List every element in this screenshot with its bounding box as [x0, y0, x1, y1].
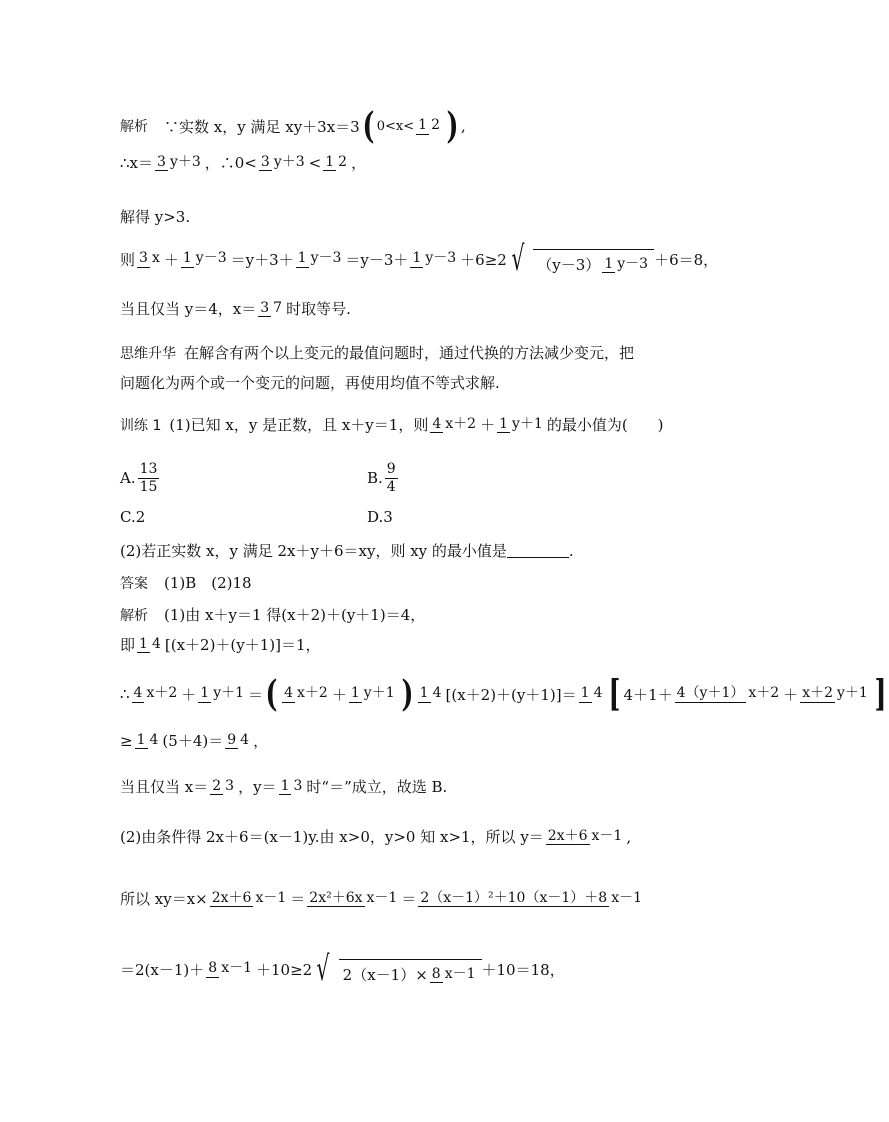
- text: ≥: [120, 731, 133, 750]
- fraction: 9 4: [227, 731, 250, 748]
- text: ＝y－3＋: [345, 250, 409, 269]
- analysis-line-6: [120, 826, 631, 847]
- text: ，∴0<: [204, 154, 257, 172]
- answer-blank: [507, 543, 569, 558]
- fraction: 1 4: [419, 685, 442, 702]
- text: 当且仅当 y＝4，x＝: [120, 300, 257, 318]
- text: ＋: [480, 416, 496, 434]
- text: ＝y＋3＋: [230, 250, 294, 269]
- exercise-question-1: [120, 414, 664, 435]
- text: ＋: [181, 685, 197, 704]
- bracket: ]: [874, 673, 887, 715]
- fraction: 1 y－3: [297, 250, 342, 267]
- text: ＝: [290, 890, 306, 908]
- answer-label: 答案: [120, 575, 148, 592]
- fraction: 1 4: [136, 731, 159, 748]
- brace: ): [446, 105, 459, 147]
- analysis-line-1: [120, 604, 425, 625]
- analysis-line-2: [120, 634, 321, 655]
- fraction: 4（y＋1） x＋2: [676, 685, 780, 702]
- solution-line-2: [120, 152, 366, 173]
- analysis-line-4: [120, 730, 268, 751]
- fraction: 1 y－3: [182, 250, 227, 267]
- text: 则: [120, 250, 136, 269]
- radical-sign: √: [511, 239, 525, 279]
- exercise-label: 训练 1: [120, 417, 162, 434]
- text: .: [568, 541, 574, 560]
- fraction: 1 y－3: [604, 255, 649, 272]
- text: 2（x－1）×: [342, 966, 428, 984]
- analysis-label: 解析: [120, 607, 148, 624]
- text: 时“＝”成立，故选 B.: [306, 778, 448, 796]
- solution-label: 解析: [120, 119, 148, 135]
- analysis-line-8: [120, 949, 565, 989]
- choice-b: B. $\frac{9}{4}$: [367, 461, 396, 495]
- answer-text: (1)B (2)18: [164, 574, 252, 592]
- thinking-summary-line-2: [120, 372, 500, 393]
- answer-line: [120, 572, 252, 593]
- fraction: 2x＋6 x－1: [211, 889, 287, 906]
- brace: (: [362, 105, 375, 147]
- fraction: 3 x: [139, 250, 160, 267]
- radical-sign: √: [316, 949, 330, 989]
- text: ,: [461, 117, 466, 135]
- text: ∵实数 x，y 满足 xy＋3x＝3: [164, 117, 360, 136]
- text: （y－3）: [537, 256, 601, 274]
- paren: (: [265, 673, 278, 715]
- text: (1)由 x＋y＝1 得(x＋2)＋(y＋1)＝4，: [164, 606, 426, 624]
- bracket: [: [609, 673, 621, 715]
- text: ,: [626, 827, 632, 846]
- text: ＋10≥2: [256, 960, 313, 979]
- text: (5＋4)＝: [162, 732, 224, 750]
- fraction: $\frac{9}{4}$: [386, 461, 396, 495]
- text: ∴: [120, 685, 130, 703]
- exercise-question-2: [120, 540, 574, 561]
- solution-line-5: [120, 298, 351, 319]
- analysis-line-5: [120, 776, 447, 797]
- fraction: 3 7: [260, 299, 283, 316]
- text: ＋10＝18，: [481, 960, 565, 979]
- fraction: 1 2: [418, 117, 440, 134]
- text: 时取等号.: [286, 300, 351, 318]
- fraction: 1 4: [139, 635, 161, 652]
- analysis-line-7: [120, 888, 646, 909]
- text: ＝: [401, 890, 417, 908]
- solution-line-3: [120, 206, 190, 227]
- text: (2)若正实数 x，y 满足 2x＋y＋6＝xy，则 xy 的最小值是: [120, 542, 507, 560]
- text: 的最小值为( ): [546, 416, 664, 434]
- text: ＋: [163, 250, 179, 269]
- text: ＋: [783, 685, 799, 704]
- fraction: 3 y＋3: [260, 153, 305, 170]
- text: (2)由条件得 2x＋6＝(x－1)y.由 x>0，y>0 知 x>1，所以 y＝: [120, 828, 544, 846]
- paren: ): [401, 673, 414, 715]
- text: 4＋1＋: [623, 685, 673, 704]
- fraction: 1 y－3: [412, 250, 457, 267]
- fraction: 1 y＋1: [200, 685, 245, 702]
- text: 问题化为两个或一个变元的问题，再使用均值不等式求解.: [120, 374, 500, 392]
- text: ，y＝: [238, 778, 277, 796]
- square-root: [507, 239, 654, 279]
- fraction: 4 x＋2: [432, 415, 477, 432]
- choice-c: C.2: [120, 508, 146, 526]
- fraction: 2x²＋6x x－1: [309, 889, 398, 906]
- solution-line-1: [120, 105, 466, 147]
- text: ，: [351, 154, 367, 172]
- fraction: 2 3: [212, 777, 235, 794]
- fraction: 4 x＋2: [284, 685, 328, 702]
- text: 即: [120, 636, 136, 654]
- text: ＋: [331, 685, 347, 704]
- thinking-summary-label: 思维升华: [120, 345, 176, 362]
- text: [(x＋2)＋(y＋1)]＝1，: [164, 636, 321, 654]
- text: ∴x＝: [120, 154, 154, 172]
- thinking-summary-line-1: [120, 342, 634, 363]
- fraction: 8 x－1: [208, 960, 252, 977]
- fraction: 2（x－1）²＋10（x－1）＋8 x－1: [420, 889, 642, 906]
- text: 当且仅当 x＝: [120, 778, 209, 796]
- fraction: 4 x＋2: [133, 685, 178, 702]
- fraction: 2x＋6 x－1: [547, 827, 623, 844]
- text: ＝: [248, 685, 264, 704]
- fraction: $\frac{13}{15}$: [139, 461, 158, 495]
- text: [(x＋2)＋(y＋1)]＝: [445, 685, 577, 704]
- fraction: 1 y＋1: [350, 685, 395, 702]
- square-root: [312, 949, 481, 989]
- text: ，: [253, 732, 269, 750]
- choice-d: D.3: [367, 508, 393, 526]
- text: 0<x<: [376, 118, 415, 134]
- fraction: 1 y＋1: [499, 415, 543, 432]
- fraction: 1 4: [580, 685, 603, 702]
- fraction: 1 3: [280, 777, 303, 794]
- choice-a: A. $\frac{13}{15}$: [120, 461, 158, 495]
- text: 所以 xy＝x×: [120, 890, 208, 908]
- fraction: 1 2: [325, 153, 348, 170]
- fraction: 3 y＋3: [157, 153, 201, 170]
- analysis-line-3: [120, 673, 889, 715]
- text: ＝2(x－1)＋: [120, 960, 205, 979]
- text: <: [308, 153, 322, 172]
- fraction: 8 x－1: [431, 965, 476, 982]
- text: (1)已知 x，y 是正数，且 x＋y＝1，则: [169, 416, 429, 434]
- fraction: x＋2 y＋1: [802, 685, 868, 702]
- text: ＋6＝8，: [654, 250, 719, 269]
- text: 在解含有两个以上变元的最值问题时，通过代换的方法减少变元，把: [184, 344, 635, 362]
- solution-line-4: [120, 239, 719, 279]
- text: 解得 y>3.: [120, 208, 191, 226]
- text: ＋6≥2: [460, 250, 507, 269]
